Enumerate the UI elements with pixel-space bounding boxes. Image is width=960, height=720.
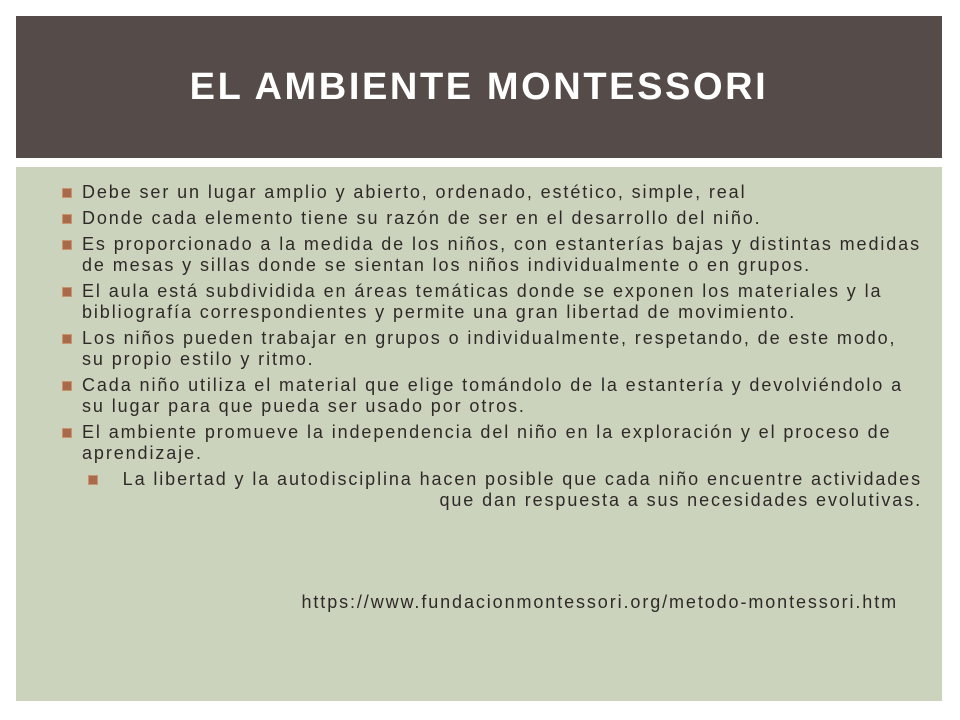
bullet-item — [62, 208, 922, 229]
square-bullet-icon — [62, 188, 72, 198]
sub-bullet-item — [88, 469, 922, 511]
content-panel — [16, 167, 942, 701]
bullet-text: Es proporcionado a la medida de los niños, con estanterías bajas y distintas medidas de mesas y sillas donde se sientan los niños individualmente o en grupos. — [82, 234, 921, 275]
square-bullet-icon — [62, 214, 72, 224]
square-bullet-icon — [88, 475, 98, 485]
square-bullet-icon — [62, 334, 72, 344]
bullet-item — [62, 375, 922, 417]
bullet-text: Debe ser un lugar amplio y abierto, ordenado, estético, simple, real — [82, 182, 747, 202]
bullet-item — [62, 234, 922, 276]
bullet-item — [62, 281, 922, 323]
bullet-text: Donde cada elemento tiene su razón de ser en el desarrollo del niño. — [82, 208, 762, 228]
bullet-text: Los niños pueden trabajar en grupos o individualmente, respetando, de este modo, su propio estilo y ritmo. — [82, 328, 897, 369]
source-url: https://www.fundacionmontessori.org/metodo-montessori.htm — [301, 592, 898, 612]
bullet-item — [62, 182, 922, 203]
bullet-item — [62, 328, 922, 370]
bullet-text: Cada niño utiliza el material que elige tomándolo de la estantería y devolviéndolo a su lugar para que pueda ser usado por otros. — [82, 375, 904, 416]
title-bar — [16, 16, 942, 158]
square-bullet-icon — [62, 381, 72, 391]
bullet-text: El aula está subdividida en áreas temáticas donde se exponen los materiales y la bibliografía correspondientes y permite una gran libertad de movimiento. — [82, 281, 883, 322]
square-bullet-icon — [62, 240, 72, 250]
square-bullet-icon — [62, 287, 72, 297]
slide-title: EL AMBIENTE MONTESSORI — [189, 65, 769, 108]
sub-bullet-text: La libertad y la autodisciplina hacen posible que cada niño encuentre actividades que dan respuesta a sus necesidades evolutivas. — [122, 469, 922, 510]
bullet-text: El ambiente promueve la independencia del niño en la exploración y el proceso de aprendizaje. — [82, 422, 892, 463]
bullet-item — [62, 422, 922, 464]
square-bullet-icon — [62, 428, 72, 438]
bullet-list — [62, 182, 922, 516]
